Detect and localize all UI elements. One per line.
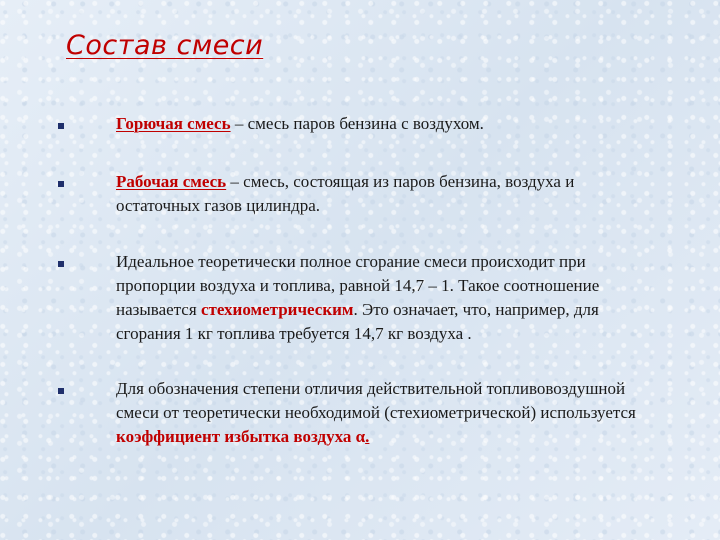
bullet-text: – смесь паров бензина с воздухом.: [230, 114, 484, 133]
square-bullet-icon: [58, 388, 64, 394]
term-working-mixture: Рабочая смесь: [116, 172, 227, 191]
bullet-item-stoichiometric: [58, 250, 658, 346]
bullet-text: – смесь, состоящая из паров бензина, воздуха и остаточных газов цилиндра.: [116, 172, 575, 215]
bullet-text: Идеальное теоретически полное сгорание смеси происходит при пропорции воздуха и топлива, равной 14,7 – 1. Такое соотношение называется: [116, 252, 600, 319]
bullet-item-combustible-mixture: [58, 112, 658, 136]
square-bullet-icon: [58, 181, 64, 187]
bullet-text: . Это означает, что, например, для сгорания 1 кг топлива требуется 14,7 кг воздуха .: [116, 300, 599, 343]
slide-title: Состав смеси: [66, 30, 264, 61]
square-bullet-icon: [58, 123, 64, 129]
bullet-text: .: [365, 427, 370, 446]
bullet-text: Для обозначения степени отличия действительной топливовоздушной смеси от теоретически необходимой (стехиометрической) используется: [116, 379, 636, 422]
bullet-item-working-mixture: [58, 170, 658, 218]
square-bullet-icon: [58, 261, 64, 267]
bullet-item-excess-air-coefficient: [58, 377, 658, 449]
term-excess-air-coefficient: коэффициент избытка воздуха α: [116, 427, 366, 446]
term-stoichiometric: стехиометрическим: [200, 300, 354, 319]
bullet-list: [58, 112, 658, 449]
term-combustible-mixture: Горючая смесь: [116, 114, 231, 133]
